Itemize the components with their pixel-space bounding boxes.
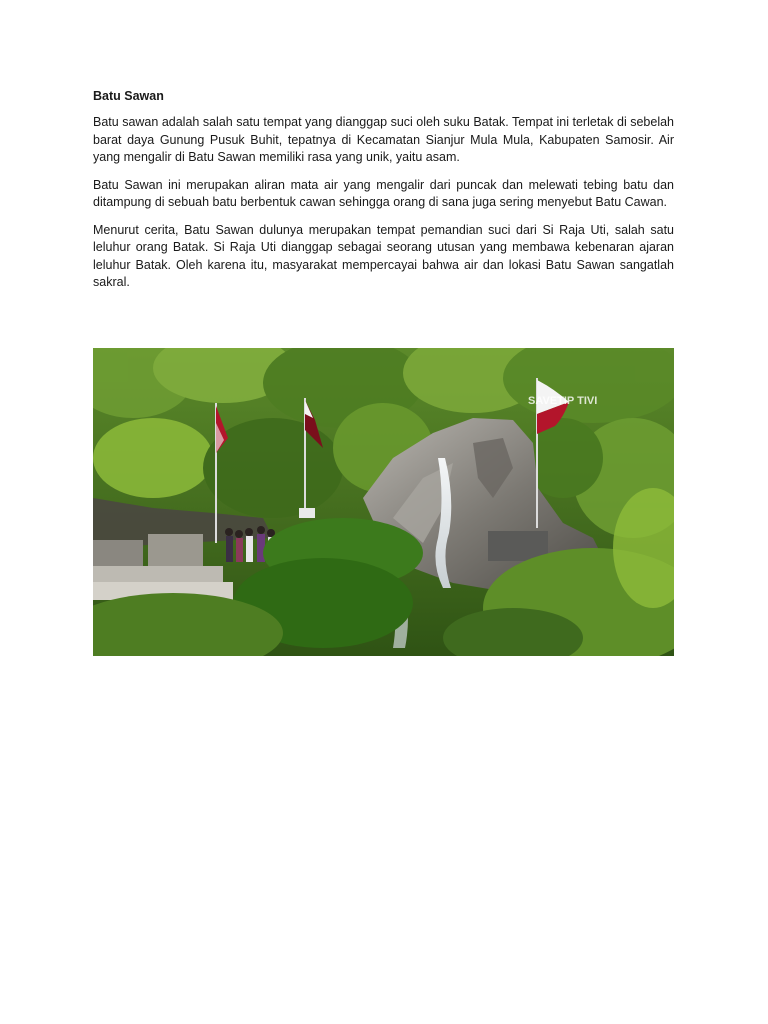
document-body — [93, 88, 674, 302]
paragraph-2: Batu Sawan ini merupakan aliran mata air yang mengalir dari puncak dan melewati tebing batu dan ditampung di sebuah batu berbentuk cawan sehingga orang di sana juga sering menyebut Batu Cawan. — [93, 177, 674, 209]
document-title: Batu Sawan — [93, 89, 164, 103]
photo-watermark: SAVETIP TIVI — [528, 395, 598, 407]
waterfall-photo — [93, 348, 674, 656]
shelter-building — [93, 540, 143, 570]
paragraph-3: Menurut cerita, Batu Sawan dulunya merupakan tempat pemandian suci dari Si Raja Uti, salah satu leluhur orang Batak. Si Raja Uti dianggap sebagai seorang utusan yang membawa kebenaran ajaran leluhur Batak. Oleh karena itu, masyarakat mempercayai bahwa air dan lokasi Batu Sawan sangatlah sakral. — [93, 222, 674, 289]
paragraph-1: Batu sawan adalah salah satu tempat yang dianggap suci oleh suku Batak. Tempat ini terletak di sebelah barat daya Gunung Pusuk Buhit, tepatnya di Kecamatan Sianjur Mula Mula, Kabupaten Samosir. Air yang mengalir di Batu Sawan memiliki rasa yang unik, yaitu asam. — [93, 115, 674, 164]
